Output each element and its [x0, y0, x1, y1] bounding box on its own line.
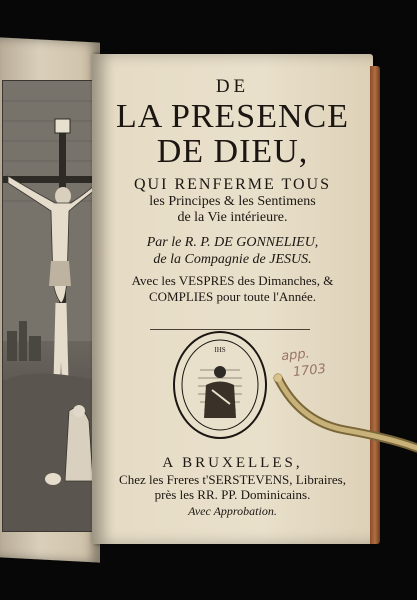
- subtitle-line-2: les Principes & les Sentimens: [149, 194, 316, 209]
- publisher-block: [92, 455, 373, 519]
- handwritten-bottom: 1703: [292, 361, 327, 381]
- crucifixion-engraving: [2, 80, 100, 532]
- approbation-line: Avec Approbation.: [188, 504, 277, 518]
- publisher-line-1: Chez les Freres t'SERSTEVENS, Libraires,: [119, 472, 346, 487]
- title-block: [92, 70, 373, 305]
- subtitle-line-3: de la Vie intérieure.: [177, 210, 288, 225]
- vespres-line-1: Avec les VESPRES des Dimanches, &: [131, 273, 334, 288]
- printers-seal: [172, 330, 268, 440]
- vespres-line-2: COMPLIES pour toute l'Année.: [149, 289, 316, 304]
- publisher-city: A BRUXELLES,: [162, 455, 303, 471]
- subtitle-line-1: QUI RENFERME TOUS: [134, 176, 331, 193]
- title-line-1: LA PRESENCE: [116, 98, 349, 135]
- publisher-line-2: près les RR. PP. Dominicains.: [154, 487, 311, 502]
- handwritten-top: app.: [280, 346, 311, 365]
- seal-monogram: IHS: [214, 346, 226, 354]
- title-prefix: DE: [215, 76, 250, 97]
- author-line-1: Par le R. P. DE GONNELIEU,: [146, 235, 319, 250]
- title-line-2: DE DIEU,: [156, 133, 309, 170]
- author-line-2: de la Compagnie de JESUS.: [153, 252, 312, 267]
